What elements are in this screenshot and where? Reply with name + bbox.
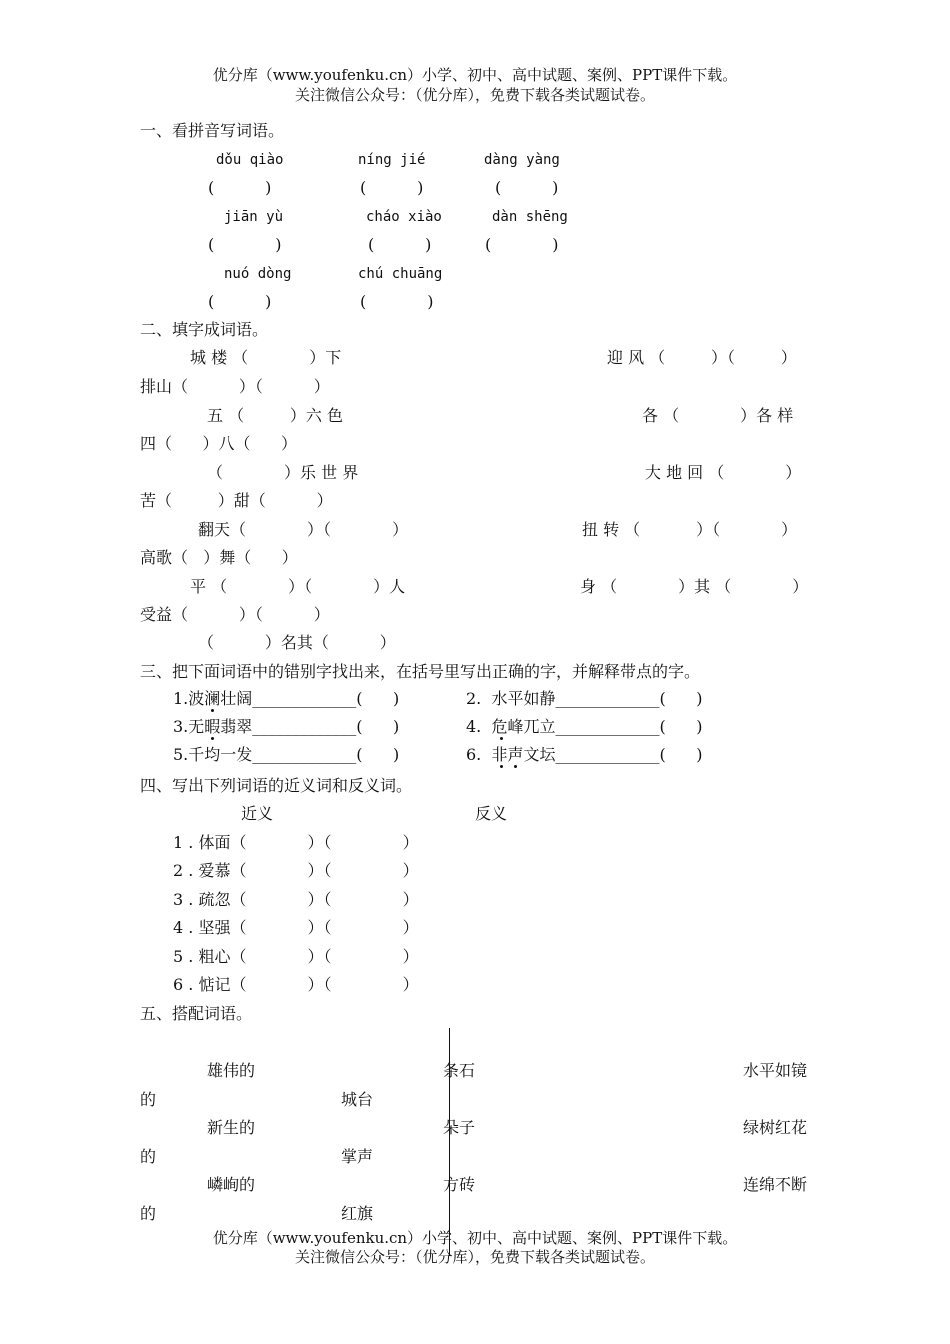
answer-paren[interactable]: ( )	[368, 235, 432, 254]
section-4-title: 四、写出下列词语的近义词和反义词。	[140, 776, 413, 795]
fill-item: （ ）乐 世 界	[207, 463, 359, 482]
match-right: 水平如镜	[743, 1061, 808, 1080]
match-middle: 城台	[341, 1090, 374, 1109]
correction-item: 5.千均一发_____________( )	[173, 745, 400, 764]
answer-paren[interactable]: ( )	[208, 292, 272, 311]
match-middle: 条石	[443, 1061, 476, 1080]
match-middle: 掌声	[341, 1147, 374, 1166]
section-1-title: 一、看拼音写词语。	[140, 121, 285, 140]
synonym-row: 1 . 体面（ ）（ ）	[173, 833, 419, 852]
synonym-row: 4 . 坚强（ ）（ ）	[173, 918, 419, 937]
answer-paren[interactable]: ( )	[360, 178, 424, 197]
correction-item: 1.波澜壮阔_____________( )	[173, 689, 400, 708]
emphasis-dot	[514, 765, 517, 768]
column-anti: 反义	[475, 804, 508, 823]
fill-item: 身 （ ）其 （ ）	[580, 577, 809, 596]
pinyin-4: jiān yù	[224, 209, 284, 225]
pinyin-7: nuó dòng	[224, 266, 292, 282]
fill-item: 翻天（ ）（ ）	[198, 520, 409, 539]
correction-item: 3.无暇翡翠_____________( )	[173, 717, 400, 736]
fill-item: 扭 转 （ ）（ ）	[582, 520, 798, 539]
pinyin-3: dàng yàng	[484, 152, 560, 168]
header-line-2: 关注微信公众号：（优分库），免费下载各类试题试卷。	[294, 86, 655, 104]
header-line-1: 优分库（www.youfenku.cn）小学、初中、高中试题、案例、PPT课件下载。	[212, 66, 738, 84]
emphasis-dot	[211, 709, 214, 712]
footer-line-1: 优分库（www.youfenku.cn）小学、初中、高中试题、案例、PPT课件下载。	[212, 1229, 738, 1247]
match-suffix: 的	[140, 1090, 157, 1109]
correction-item: 4. 危峰兀立_____________( )	[466, 717, 703, 736]
footer-line-2: 关注微信公众号：（优分库），免费下载各类试题试卷。	[294, 1248, 655, 1266]
match-left: 嶙峋的	[207, 1175, 256, 1194]
emphasis-dot	[211, 737, 214, 740]
emphasis-dot	[500, 737, 503, 740]
match-middle: 方砖	[443, 1175, 476, 1194]
fill-item: 平 （ ）（ ）人	[190, 577, 406, 596]
section-5-title: 五、搭配词语。	[140, 1004, 253, 1023]
fill-item: 各 （ ）各 样	[642, 406, 794, 425]
emphasis-dot	[500, 765, 503, 768]
answer-paren[interactable]: ( )	[485, 235, 559, 254]
synonym-row: 2 . 爱慕（ ）（ ）	[173, 861, 419, 880]
match-right: 绿树红花	[743, 1118, 808, 1137]
match-left: 新生的	[207, 1118, 256, 1137]
synonym-row: 6 . 惦记（ ）（ ）	[173, 975, 419, 994]
match-suffix: 的	[140, 1204, 157, 1223]
answer-paren[interactable]: ( )	[208, 178, 272, 197]
match-middle: 红旗	[341, 1204, 374, 1223]
fill-item: 迎 风 （ ）（ ）	[607, 348, 797, 367]
pinyin-5: cháo xiào	[366, 209, 442, 225]
pinyin-6: dàn shēng	[492, 209, 568, 225]
correction-item: 2. 水平如静_____________( )	[466, 689, 703, 708]
fill-item: 大 地 回 （ ）	[645, 463, 802, 482]
pinyin-2: níng jié	[358, 152, 426, 168]
match-right: 连绵不断	[743, 1175, 808, 1194]
match-left: 雄伟的	[207, 1061, 256, 1080]
column-near: 近义	[241, 804, 274, 823]
answer-paren[interactable]: ( )	[495, 178, 559, 197]
match-suffix: 的	[140, 1147, 157, 1166]
synonym-row: 3 . 疏忽（ ）（ ）	[173, 890, 419, 909]
pinyin-1: dǒu qiào	[216, 152, 284, 168]
fill-item: 高歌（ ）舞（ ）	[140, 548, 298, 567]
fill-item: 排山（ ）（ ）	[140, 377, 330, 396]
section-2-title: 二、填字成词语。	[140, 320, 269, 339]
pinyin-8: chú chuāng	[358, 266, 443, 282]
answer-paren[interactable]: ( )	[360, 292, 434, 311]
fill-item: 城 楼 （ ）下	[190, 348, 342, 367]
section-3-title: 三、把下面词语中的错别字找出来，在括号里写出正确的字，并解释带点的字。	[140, 662, 701, 681]
fill-item: 四（ ）八（ ）	[140, 434, 298, 453]
synonym-row: 5 . 粗心（ ）（ ）	[173, 947, 419, 966]
answer-paren[interactable]: ( )	[208, 235, 282, 254]
correction-item: 6. 非声文坛_____________( )	[466, 745, 703, 764]
match-middle: 朵子	[443, 1118, 476, 1137]
fill-item: 受益（ ）（ ）	[140, 605, 330, 624]
fill-item: （ ）名其（ ）	[198, 633, 396, 652]
fill-item: 五 （ ）六 色	[207, 406, 343, 425]
fill-item: 苦（ ）甜（ ）	[140, 491, 333, 510]
